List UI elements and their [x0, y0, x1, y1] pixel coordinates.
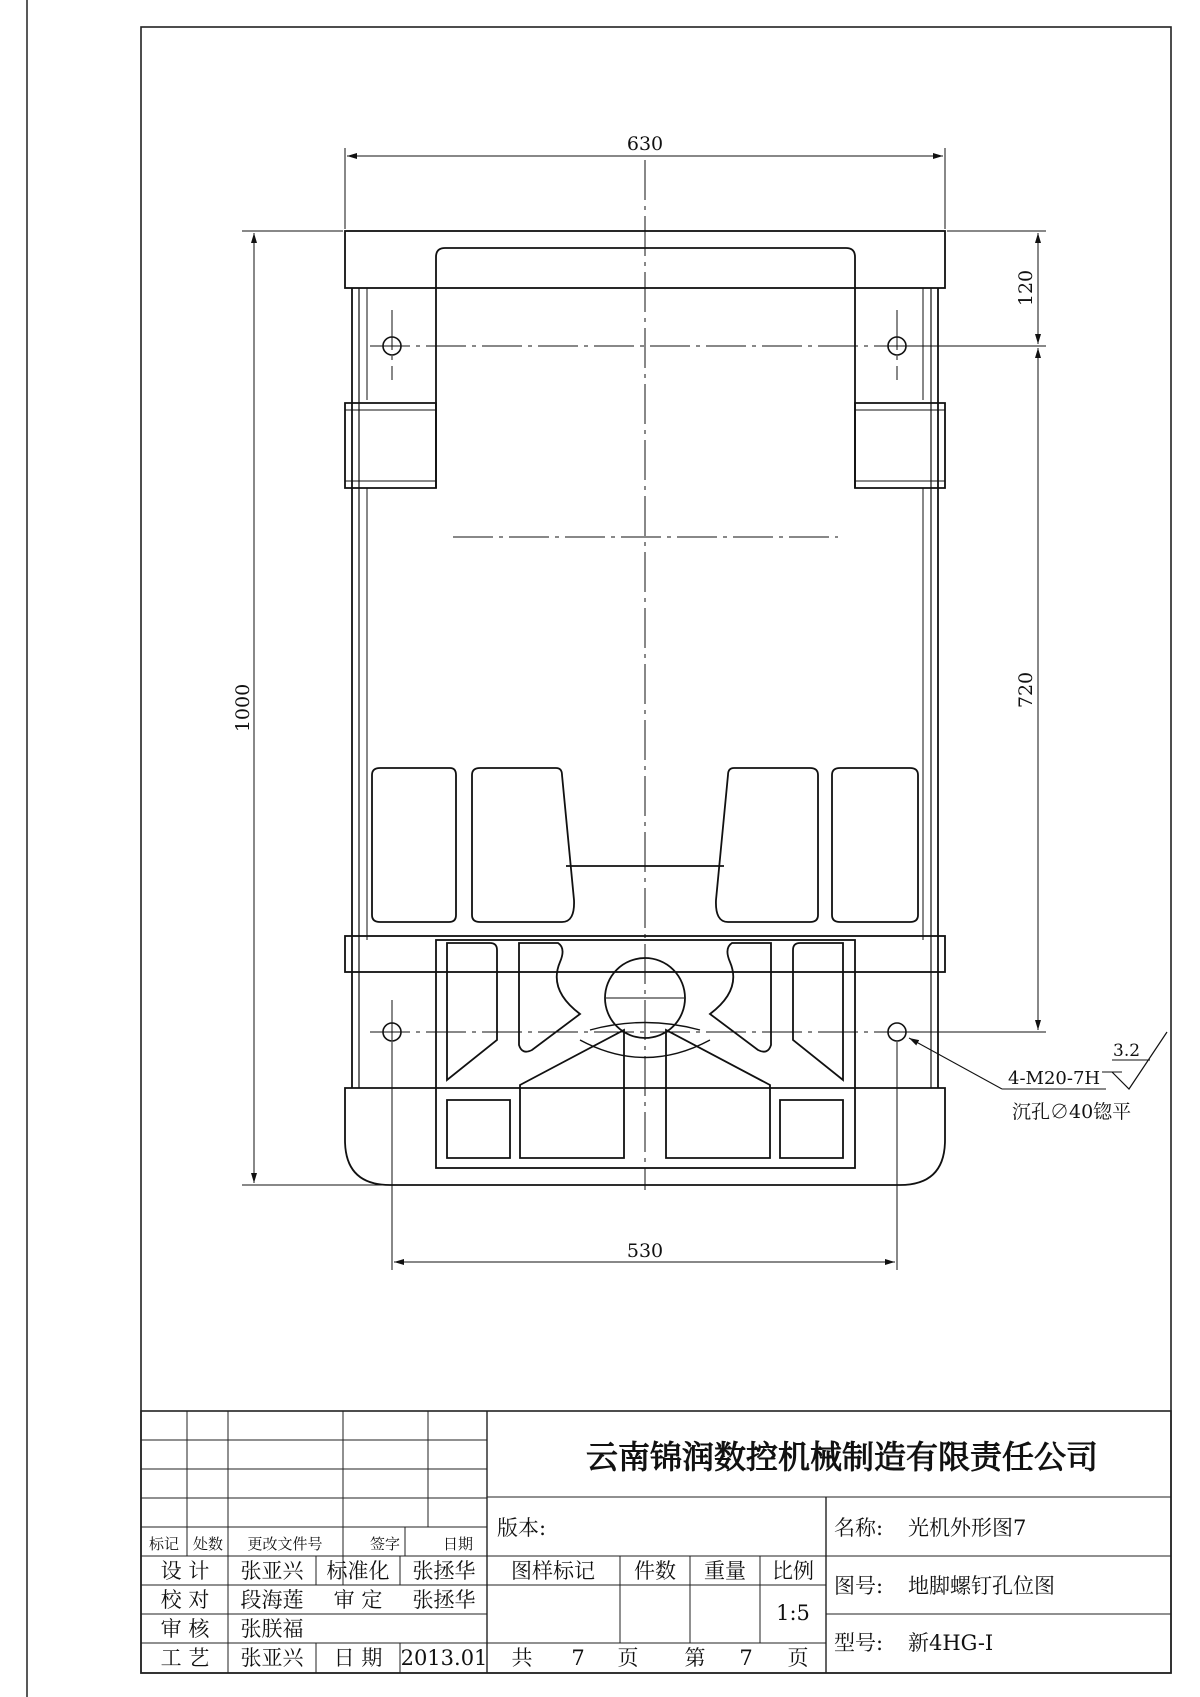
rev-header-sign: 签字 — [369, 1535, 401, 1553]
rev-header-mark: 标记 — [148, 1535, 180, 1553]
role-standardize: 标准化 — [326, 1559, 390, 1583]
drawing-no-value: 地脚螺钉孔位图 — [908, 1574, 1055, 1598]
dim-120: 120 — [1015, 269, 1037, 307]
role-design: 设 计 — [160, 1559, 210, 1583]
auditor-name: 张朕福 — [240, 1617, 304, 1641]
drawing-no-label: 图号: — [834, 1574, 884, 1598]
sheet-total-prefix: 共 — [511, 1646, 533, 1670]
version-label: 版本: — [497, 1516, 547, 1540]
title-block-text — [149, 1438, 1098, 1670]
rev-header-doc: 更改文件号 — [247, 1535, 323, 1553]
rev-header-count: 处数 — [192, 1535, 224, 1553]
sheet-current: 7 — [739, 1646, 753, 1670]
date-label: 日 期 — [333, 1646, 383, 1670]
date-value: 2013.01 — [400, 1646, 488, 1670]
designer-name: 张亚兴 — [240, 1559, 304, 1583]
dim-1000: 1000 — [232, 683, 254, 733]
role-audit: 审 核 — [160, 1617, 210, 1641]
name-value: 光机外形图7 — [908, 1516, 1027, 1540]
model-value: 新4HG-I — [908, 1631, 994, 1655]
scale-header: 比例 — [772, 1559, 814, 1583]
callout-counterbore: 沉孔∅40锪平 — [1012, 1101, 1132, 1123]
dim-530: 530 — [626, 1240, 664, 1262]
sheet-current-suffix: 页 — [787, 1646, 809, 1670]
role-process: 工 艺 — [160, 1646, 210, 1670]
rev-header-date: 日期 — [442, 1535, 474, 1553]
dim-720: 720 — [1015, 671, 1037, 709]
dimension-texts — [232, 133, 1140, 1262]
standardizer-name: 张拯华 — [412, 1559, 476, 1583]
sheet-current-prefix: 第 — [684, 1646, 706, 1670]
callout-thread: 4-M20-7H — [1008, 1068, 1101, 1089]
reviewer-name: 张拯华 — [412, 1588, 476, 1612]
scale-value: 1:5 — [776, 1601, 810, 1625]
quantity-header: 件数 — [634, 1559, 676, 1583]
checker-name: 段海莲 — [240, 1588, 304, 1612]
roughness-value: 3.2 — [1113, 1041, 1141, 1061]
weight-header: 重量 — [704, 1559, 746, 1583]
name-label: 名称: — [834, 1516, 884, 1540]
sheet-total-suffix: 页 — [617, 1646, 639, 1670]
model-label: 型号: — [834, 1631, 884, 1655]
processor-name: 张亚兴 — [240, 1646, 304, 1670]
company-name: 云南锦润数控机械制造有限责任公司 — [585, 1438, 1099, 1476]
role-review: 审 定 — [333, 1588, 383, 1612]
dim-630: 630 — [626, 133, 664, 155]
pattern-mark-header: 图样标记 — [511, 1559, 595, 1583]
sheet-total: 7 — [571, 1646, 585, 1670]
role-check: 校 对 — [160, 1588, 210, 1612]
center-lines — [370, 160, 920, 1190]
